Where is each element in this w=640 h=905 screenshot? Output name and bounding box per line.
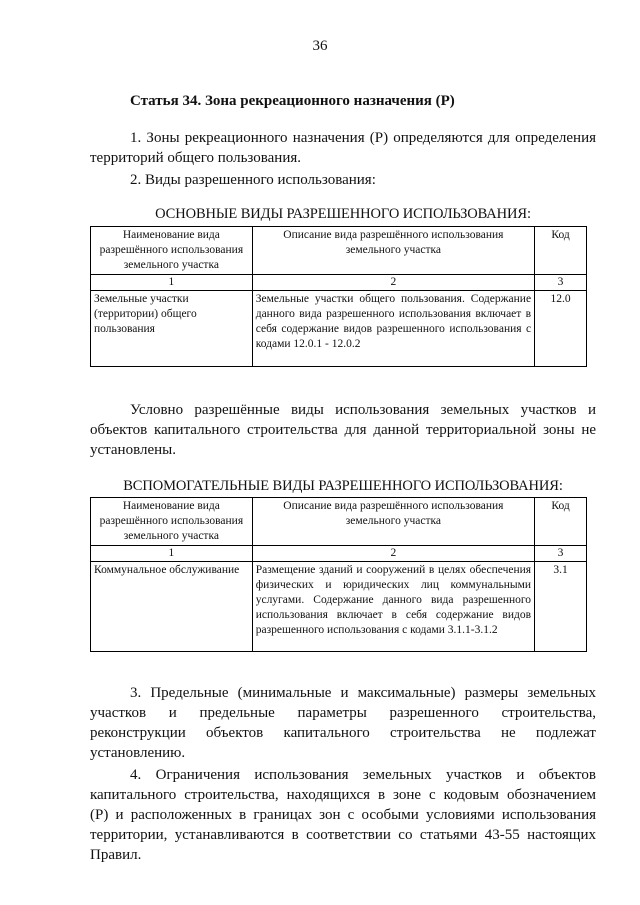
main-types-caption: ОСНОВНЫЕ ВИДЫ РАЗРЕШЕННОГО ИСПОЛЬЗОВАНИЯ: — [155, 206, 531, 222]
restrictions-line-1: 4. Ограничения использования земельных участков и объектов — [130, 767, 596, 783]
limits-line-4: установлению. — [90, 745, 186, 761]
limits-line-3: реконструкции объектов капитального строительства не подлежат — [90, 725, 596, 741]
column-number-3: 3 — [535, 275, 587, 291]
row-description: Размещение зданий и сооружений в целях обеспечения физических и юридических лиц коммунальными услугами. Содержание данного вида разрешенного использования включает в себя содержание видов разрешенного использования с кодами 3.1.1-3.1.2 — [252, 562, 534, 652]
table-header-row — [91, 227, 587, 275]
article-title: Статья 34. Зона рекреационного назначения (Р) — [130, 93, 455, 109]
limits-line-2: участков и предельные параметры разрешенного строительства, — [90, 705, 596, 721]
row-name: Земельные участки (территории) общего пользования — [91, 291, 253, 367]
row-name: Коммунальное обслуживание — [91, 562, 253, 652]
restrictions-paragraph — [90, 765, 596, 865]
table-header-row — [91, 498, 587, 546]
limits-line-1: 3. Предельные (минимальные и максимальные) размеры земельных — [130, 685, 596, 701]
row-code: 3.1 — [535, 562, 587, 652]
conditional-line-2: объектов капитального строительства для данной территориальной зоны не — [90, 422, 596, 438]
column-number-2: 2 — [252, 275, 534, 291]
header-description: Описание вида разрешённого использования земельного участка — [252, 227, 534, 275]
page-number: 36 — [312, 38, 328, 54]
intro-p1-line-1: 1. Зоны рекреационного назначения (Р) определяются для определения — [130, 130, 596, 146]
row-description: Земельные участки общего пользования. Содержание данного вида разрешенного использования включает в себя содержание видов разрешенного использования с кодами 12.0.1 - 12.0.2 — [252, 291, 534, 367]
header-name: Наименование вида разрешённого использования земельного участка — [91, 498, 253, 546]
main-types-table — [90, 226, 587, 367]
header-name: Наименование вида разрешённого использования земельного участка — [91, 227, 253, 275]
intro-p2-line: 2. Виды разрешенного использования: — [130, 172, 376, 188]
table-number-row — [91, 546, 587, 562]
intro-paragraph-2 — [90, 170, 596, 190]
auxiliary-types-table — [90, 497, 587, 652]
column-number-2: 2 — [252, 546, 534, 562]
conditional-line-3: установлены. — [90, 442, 176, 458]
column-number-1: 1 — [91, 275, 253, 291]
column-number-1: 1 — [91, 546, 253, 562]
limits-paragraph — [90, 683, 596, 763]
restrictions-line-3: (Р) и расположенных в границах зон с особыми условиями использования — [90, 807, 596, 823]
restrictions-line-2: капитального строительства, находящихся в зоне с кодовым обозначением — [90, 787, 596, 803]
conditional-paragraph — [90, 400, 596, 460]
column-number-3: 3 — [535, 546, 587, 562]
intro-paragraph-1 — [90, 128, 596, 168]
conditional-line-1: Условно разрешённые виды использования земельных участков и — [130, 402, 596, 418]
table-row — [91, 562, 587, 652]
header-description: Описание вида разрешённого использования земельного участка — [252, 498, 534, 546]
row-code: 12.0 — [535, 291, 587, 367]
intro-p1-line-2: территорий общего пользования. — [90, 150, 302, 166]
restrictions-line-4: территории, устанавливаются в соответствии со статьями 43-55 настоящих — [90, 827, 596, 843]
table-number-row — [91, 275, 587, 291]
table-row — [91, 291, 587, 367]
header-code: Код — [535, 498, 587, 546]
auxiliary-types-caption: ВСПОМОГАТЕЛЬНЫЕ ВИДЫ РАЗРЕШЕННОГО ИСПОЛЬЗОВАНИЯ: — [123, 478, 563, 494]
header-code: Код — [535, 227, 587, 275]
restrictions-line-5: Правил. — [90, 847, 142, 863]
